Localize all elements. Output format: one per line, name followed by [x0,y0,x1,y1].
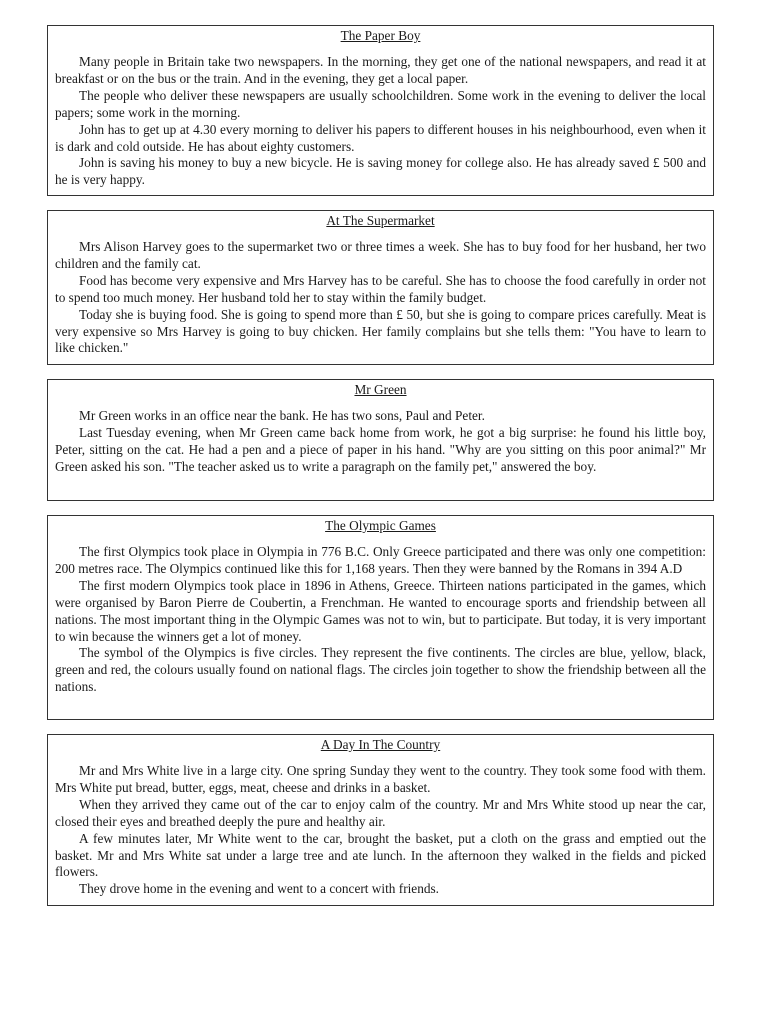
story-paragraph: A few minutes later, Mr White went to the car, brought the basket, put a cloth on the grass and emptied out the basket. Mr and Mrs White sat under a large tree and ate lunch. In the afternoon they walked in the fields and picked flowers. [55,830,706,880]
story-box-supermarket [47,210,714,365]
story-paragraph: Mrs Alison Harvey goes to the supermarket two or three times a week. She has to buy food for her husband, her two children and the family cat. [55,239,706,271]
story-box-day-in-country [47,734,714,906]
story-title: The Olympic Games [325,518,436,533]
story-paragraph: Mr Green works in an office near the bank. He has two sons, Paul and Peter. [79,408,485,423]
story-title: Mr Green [354,382,407,397]
story-title: The Paper Boy [340,28,421,43]
story-paragraph: John is saving his money to buy a new bicycle. He is saving money for college also. He has already saved £ 500 and he is very happy. [55,155,706,188]
story-paragraph: When they arrived they came out of the car to enjoy calm of the country. Mr and Mrs White stood up near the car, closed their eyes and breathed deeply the pure and healthy air. [55,796,706,829]
story-title: At The Supermarket [326,213,435,228]
story-paragraph: The symbol of the Olympics is five circles. They represent the five continents. The circles are blue, yellow, black, green and red, the colours usually found on national flags. The circles join together to show the friendship between all the nations. [55,645,706,695]
story-paragraph: John has to get up at 4.30 every morning to deliver his papers to different houses in his neighbourhood, even when it is dark and cold outside. He has about eighty customers. [55,121,706,154]
story-box-mr-green [47,379,714,501]
story-paragraph: Mr and Mrs White live in a large city. One spring Sunday they went to the country. They took some food with them. Mrs White put bread, butter, eggs, meat, cheese and drinks in a basket. [55,763,706,795]
story-paragraph: Food has become very expensive and Mrs Harvey has to be careful. She has to choose the food carefully in order not to spend too much money. Her husband told her to stay within the family budget. [55,272,706,305]
story-paragraph: The people who deliver these newspapers are usually schoolchildren. Some work in the evening to deliver the local papers; some work in the morning. [55,87,706,120]
story-paragraph: Last Tuesday evening, when Mr Green came back home from work, he got a big surprise: he found his little boy, Peter, sitting on the cat. He had a pen and a piece of paper in his hand. "Why are you sitting on this poor animal?" Mr Green asked his son. "The teacher asked us to write a paragraph on the family pet," answered the boy. [55,424,706,474]
story-paragraph: Many people in Britain take two newspapers. In the morning, they get one of the national newspapers, and read it at breakfast or on the bus or the train. And in the evening, they get a local paper. [55,54,706,86]
story-paragraph: Today she is buying food. She is going to spend more than £ 50, but she is going to compare prices carefully. Meat is very expensive so Mrs Harvey is going to buy chicken. Her family complains but she tells them: "You have to learn to like chicken." [55,306,706,356]
story-title: A Day In The Country [320,737,441,752]
story-box-paper-boy [47,25,714,196]
story-box-olympic-games [47,515,714,720]
story-paragraph: The first Olympics took place in Olympia in 776 B.C. Only Greece participated and there was only one competition: 200 metres race. The Olympics continued like this for 1,168 years. Then they were banned by the Romans in 394 A.D [55,544,706,576]
story-paragraph: They drove home in the evening and went to a concert with friends. [79,881,440,897]
story-paragraph: The first modern Olympics took place in 1896 in Athens, Greece. Thirteen nations participated in the games, which were organised by Baron Pierre de Coubertin, a Frenchman. He wanted to encourage sports and friendship between all nations. The most important thing in the Olympic Games was not to win, but to participate. But today, it is very important to win because the winners get a lot of money. [55,577,706,644]
